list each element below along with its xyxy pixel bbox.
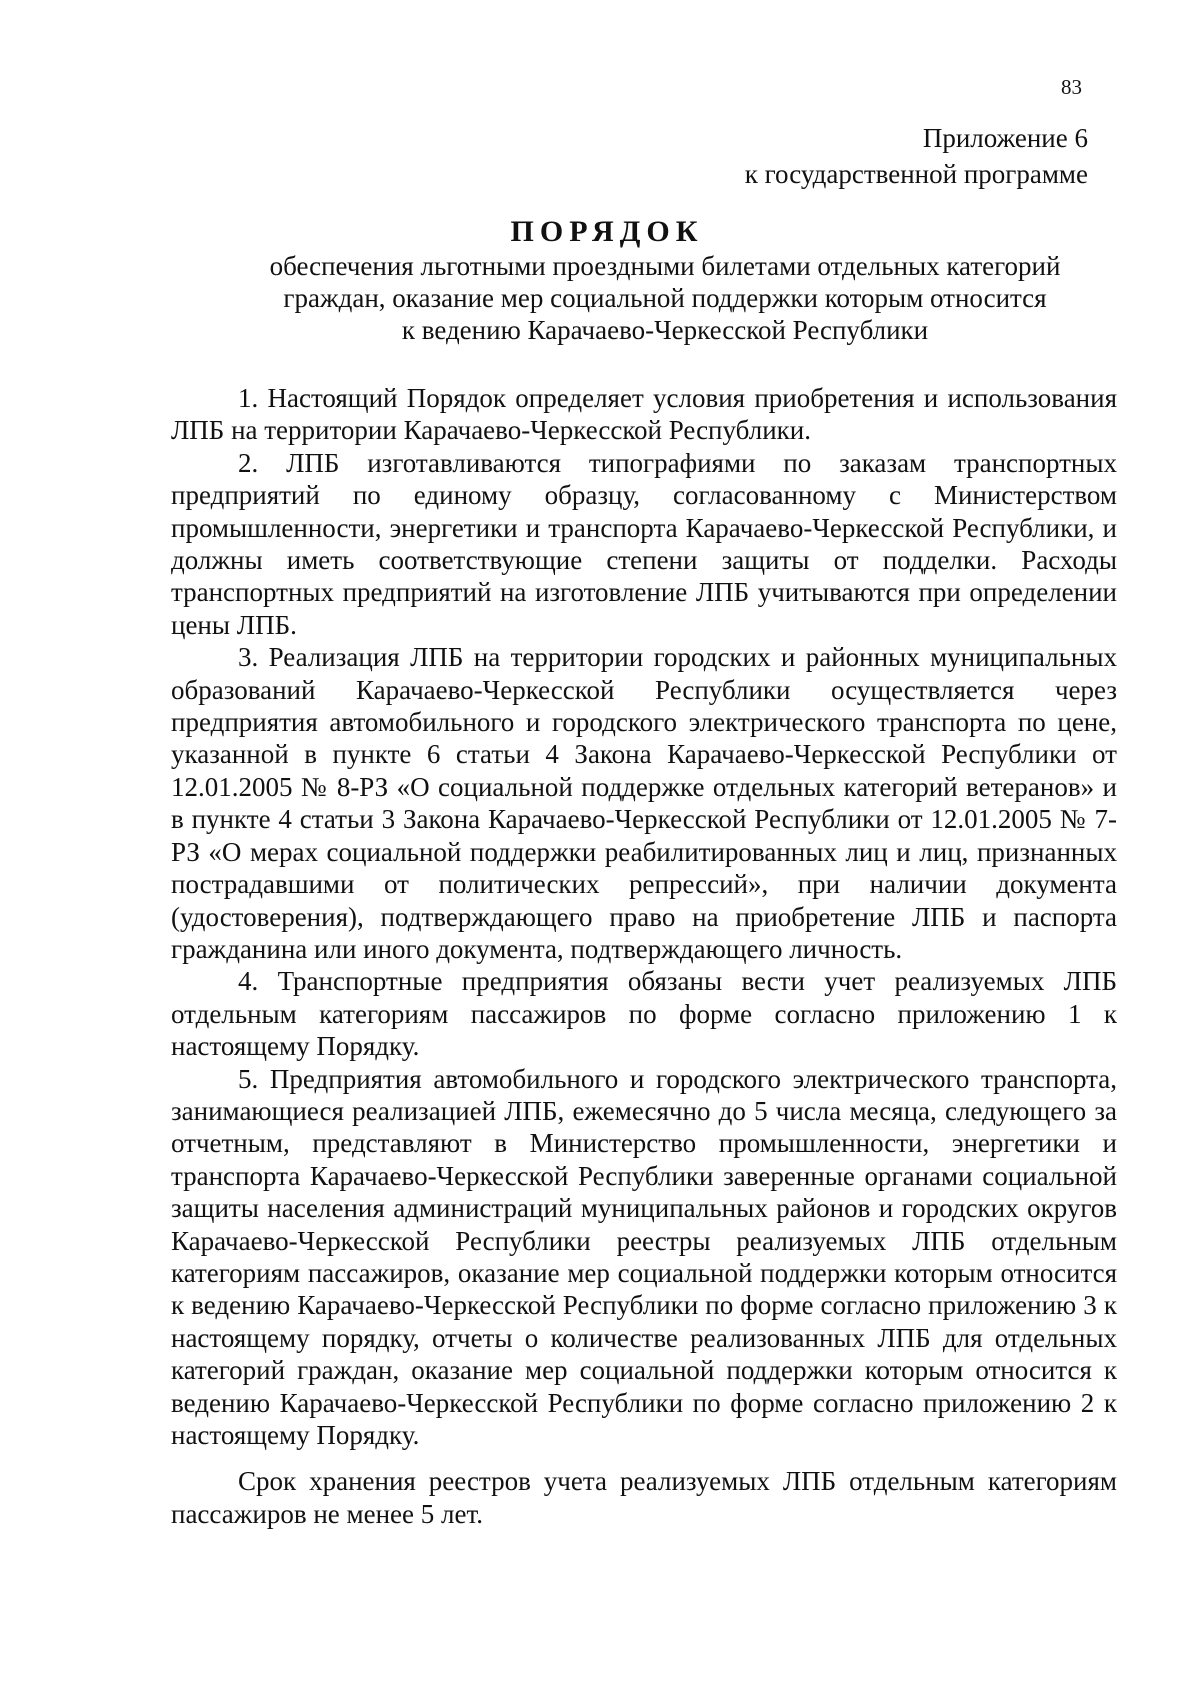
document-title: ПОРЯДОК xyxy=(510,215,704,248)
paragraph-1: 1. Настоящий Порядок определяет условия приобретения и использования ЛПБ на территории Карачаево-Черкесской Республики. xyxy=(171,383,1117,446)
paragraph-4: 4. Транспортные предприятия обязаны вести учет реализуемых ЛПБ отдельным категориям пассажиров по форме согласно приложению 1 к настоящему Порядку. xyxy=(171,966,1117,1062)
annex-line-2: к государственной программе xyxy=(744,159,1088,189)
page-number: 83 xyxy=(1061,75,1082,99)
storage-term-note: Срок хранения реестров учета реализуемых ЛПБ отдельным категориям пассажиров не менее 5 лет. xyxy=(171,1466,1117,1529)
paragraph-3: 3. Реализация ЛПБ на территории городских и районных муниципальных образований Карачаево-Черкесской Республики осуществляется через предприятия автомобильного и городского электрического транспорта по цене, указанной в пункте 6 статьи 4 Закона Карачаево-Черкесской Республики от 12.01.2005 № 8-РЗ «О социальной поддержке отдельных категорий ветеранов» и в пункте 4 статьи 3 Закона Карачаево-Черкесской Республики от 12.01.2005 № 7-РЗ «О мерах социальной поддержки реабилитированных лиц и лиц, признанных пострадавшими от политических репрессий», при наличии документа (удостоверения), подтверждающего право на приобретение ЛПБ и паспорта гражданина или иного документа, подтверждающего личность. xyxy=(171,642,1117,964)
subtitle-line-2: граждан, оказание мер социальной поддержки которым относится xyxy=(283,283,1047,313)
subtitle-line-3: к ведению Карачаево-Черкесской Республики xyxy=(401,315,929,345)
document-body xyxy=(171,382,1117,1530)
annex-line-1: Приложение 6 xyxy=(922,123,1088,153)
paragraph-2: 2. ЛПБ изготавливаются типографиями по заказам транспортных предприятий по единому образцу, согласованному с Министерством промышленности, энергетики и транспорта Карачаево-Черкесской Республики, и должны иметь соответствующие степени защиты от подделки. Расходы транспортных предприятий на изготовление ЛПБ учитываются при определении цены ЛПБ. xyxy=(171,447,1117,640)
document-subtitle xyxy=(230,250,1100,346)
paragraph-5: 5. Предприятия автомобильного и городского электрического транспорта, занимающиеся реализацией ЛПБ, ежемесячно до 5 числа месяца, следующего за отчетным, представляют в Министерство промышленности, энергетики и транспорта Карачаево-Черкесской Республики заверенные органами социальной защиты населения администраций муниципальных районов и городских округов Карачаево-Черкесской Республики реестры реализуемых ЛПБ отдельным категориям пассажиров, оказание мер социальной поддержки которым относится к ведению Карачаево-Черкесской Республики по форме согласно приложению 3 к настоящему порядку, отчеты о количестве реализованных ЛПБ для отдельных категорий граждан, оказание мер социальной поддержки которым относится к ведению Карачаево-Черкесской Республики по форме согласно приложению 2 к настоящему Порядку. xyxy=(171,1063,1117,1450)
subtitle-line-1: обеспечения льготными проездными билетами отдельных категорий xyxy=(269,251,1061,281)
annex-header xyxy=(745,120,1088,192)
